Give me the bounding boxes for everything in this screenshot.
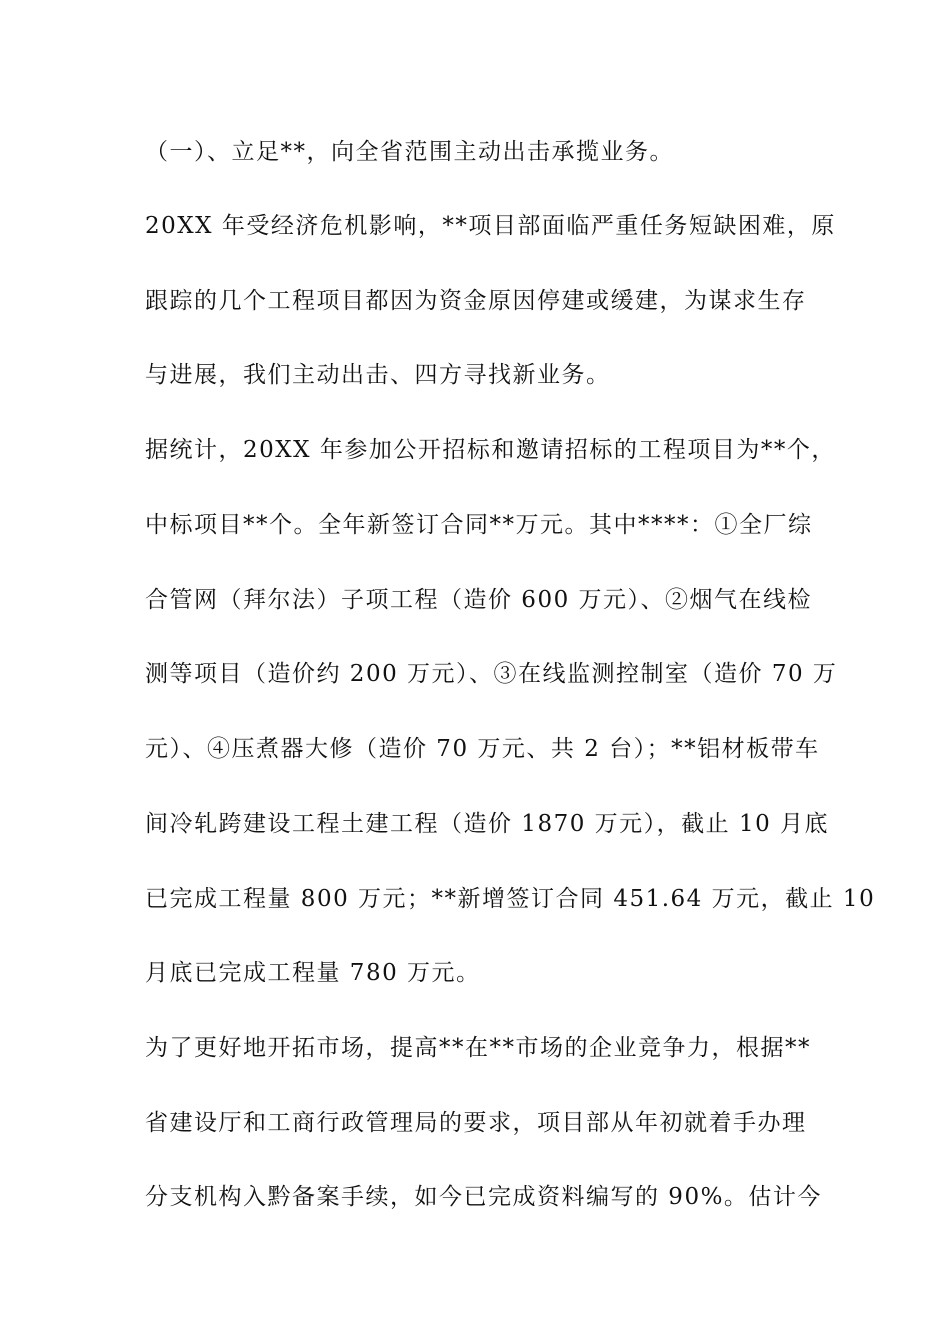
paragraph-line: 20XX 年受经济危机影响，**项目部面临严重任务短缺困难，原: [145, 213, 836, 239]
paragraph-line: 分支机构入黔备案手续，如今已完成资料编写的 90%。估计今: [145, 1184, 822, 1210]
paragraph-line: 测等项目（造价约 200 万元）、③在线监测控制室（造价 70 万: [145, 661, 838, 687]
section-heading: （一）、立足**，向全省范围主动出击承揽业务。: [145, 139, 674, 165]
paragraph-line: 跟踪的几个工程项目都因为资金原因停建或缓建，为谋求生存: [145, 288, 807, 314]
paragraph-line: 月底已完成工程量 780 万元。: [145, 960, 481, 986]
paragraph-line: 省建设厅和工商行政管理局的要求，项目部从年初就着手办理: [145, 1110, 807, 1136]
paragraph-line: 已完成工程量 800 万元；**新增签订合同 451.64 万元，截止 10: [145, 886, 876, 912]
paragraph-line: 据统计，20XX 年参加公开招标和邀请招标的工程项目为**个，: [145, 437, 836, 463]
paragraph-line: 中标项目**个。全年新签订合同**万元。其中****：①全厂综: [145, 512, 813, 538]
paragraph-line: 为了更好地开拓市场，提高**在**市场的企业竞争力，根据**: [145, 1035, 811, 1061]
paragraph-line: 间冷轧跨建设工程土建工程（造价 1870 万元），截止 10 月底: [145, 811, 830, 837]
paragraph-line: 元）、④压煮器大修（造价 70 万元、共 2 台）；**铝材板带车: [145, 736, 820, 762]
paragraph-line: 合管网（拜尔法）子项工程（造价 600 万元）、②烟气在线检: [145, 587, 813, 613]
paragraph-line: 与进展，我们主动出击、四方寻找新业务。: [145, 362, 611, 388]
